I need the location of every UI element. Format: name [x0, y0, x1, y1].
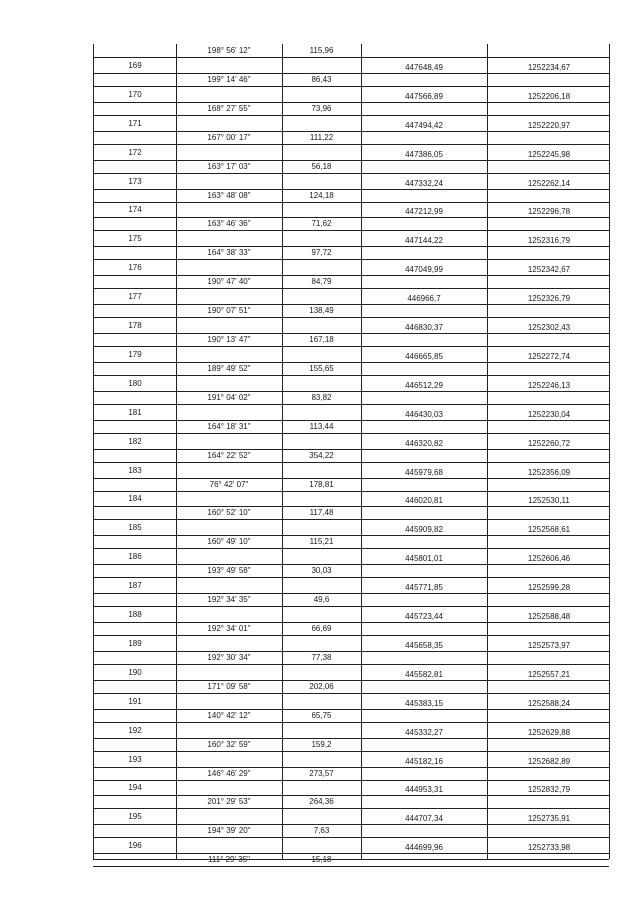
row-rule — [176, 202, 361, 203]
segment-distance: 49,6 — [313, 595, 330, 605]
segment-distance: 167,18 — [309, 335, 334, 344]
row-rule — [176, 346, 361, 347]
point-number: 196 — [128, 841, 142, 851]
bearing-angle: 163° 46' 36" — [207, 219, 251, 229]
bearing-angle: 111° 29' 35" — [208, 855, 250, 865]
row-rule — [93, 102, 609, 103]
row-rule — [361, 606, 609, 607]
segment-distance: 155,65 — [309, 363, 334, 373]
point-number: 193 — [128, 754, 142, 764]
row-rule — [361, 86, 609, 87]
coordinate-y: 1252246,13 — [527, 380, 571, 390]
point-number: 174 — [128, 205, 142, 215]
point-number: 173 — [128, 176, 142, 186]
row-rule — [93, 824, 609, 825]
row-rule — [361, 202, 609, 203]
segment-distance: 77,38 — [311, 652, 332, 662]
row-rule — [361, 317, 609, 318]
row-rule — [93, 738, 609, 739]
bearing-angle: 163° 17' 03" — [207, 161, 251, 171]
point-number: 195 — [128, 812, 142, 822]
row-rule — [176, 837, 361, 838]
segment-distance: 71,62 — [311, 219, 332, 229]
row-rule — [93, 462, 176, 463]
row-rule — [176, 144, 361, 145]
bearing-angle: 189° 49' 52" — [207, 363, 251, 373]
coordinate-y: 1252356,09 — [527, 467, 571, 477]
row-rule — [93, 808, 176, 809]
bearing-angle: 146° 46' 29" — [207, 768, 251, 778]
coordinate-y: 1252302,43 — [527, 323, 571, 332]
point-number: 171 — [128, 118, 142, 128]
point-number: 186 — [128, 552, 142, 562]
row-rule — [361, 173, 609, 174]
point-number: 190 — [128, 667, 142, 677]
row-rule — [176, 808, 361, 809]
row-rule — [361, 491, 609, 492]
row-rule — [93, 780, 176, 781]
row-rule — [93, 564, 609, 565]
bearing-angle: 192° 34' 35" — [207, 595, 251, 605]
bearing-angle: 168° 27' 55" — [207, 103, 251, 113]
segment-distance: 86,43 — [311, 74, 332, 84]
coordinate-y: 1252296,78 — [527, 207, 571, 217]
row-rule — [93, 288, 176, 289]
row-rule — [93, 866, 176, 867]
bearing-angle: 167° 00' 17" — [207, 132, 251, 142]
segment-distance: 273,57 — [309, 768, 334, 778]
row-rule — [176, 751, 361, 752]
row-rule — [93, 606, 176, 607]
segment-distance: 111,22 — [309, 132, 334, 142]
row-rule — [93, 722, 176, 723]
row-rule — [93, 73, 609, 74]
point-number: 169 — [128, 60, 142, 70]
row-rule — [93, 837, 176, 838]
row-rule — [93, 519, 176, 520]
row-rule — [361, 346, 609, 347]
segment-distance: 30,03 — [311, 566, 332, 576]
row-rule — [93, 420, 609, 421]
row-rule — [93, 217, 609, 218]
row-rule — [361, 837, 609, 838]
bearing-angle: 190° 47' 40" — [207, 277, 251, 287]
coordinate-y: 1252599,28 — [527, 583, 571, 593]
row-rule — [93, 333, 609, 334]
coordinate-x: 446430,03 — [405, 409, 443, 419]
coordinate-x: 446320,82 — [405, 438, 443, 448]
row-rule — [93, 160, 609, 161]
point-number: 194 — [128, 783, 142, 793]
coordinate-y: 1252326,79 — [527, 294, 571, 304]
coordinate-x: 446512,29 — [405, 380, 443, 390]
segment-distance: 264,36 — [309, 797, 334, 807]
segment-distance: 84,79 — [311, 277, 332, 287]
coordinate-x: 446665,85 — [405, 351, 443, 361]
coordinate-x: 445582,81 — [405, 669, 443, 679]
bearing-angle: 164° 22' 52" — [207, 450, 251, 460]
row-rule — [93, 391, 609, 392]
row-rule — [93, 635, 176, 636]
coordinate-x: 446830,37 — [405, 323, 443, 332]
segment-distance: 66,69 — [311, 624, 332, 633]
row-rule — [93, 173, 176, 174]
row-rule — [93, 751, 176, 752]
segment-distance: 83,82 — [311, 392, 332, 402]
row-rule — [93, 491, 176, 492]
row-rule — [176, 722, 361, 723]
coordinate-y: 1252557,21 — [527, 669, 571, 679]
segment-distance: 124,18 — [309, 190, 334, 200]
row-rule — [361, 635, 609, 636]
point-number: 184 — [128, 494, 142, 504]
bearing-angle: 192° 30' 34" — [207, 652, 251, 662]
row-rule — [93, 189, 609, 190]
segment-distance: 117,48 — [309, 508, 334, 518]
row-rule — [176, 577, 361, 578]
segment-distance: 73,96 — [311, 103, 332, 113]
coordinate-y: 1252568,61 — [527, 525, 571, 535]
segment-distance: 202,06 — [309, 681, 334, 691]
row-rule — [93, 86, 176, 87]
row-rule — [361, 722, 609, 723]
row-rule — [361, 144, 609, 145]
coordinate-y: 1252733,98 — [527, 843, 571, 853]
coordinate-x: 447144,22 — [405, 236, 443, 246]
row-rule — [176, 57, 361, 58]
point-number: 179 — [128, 349, 142, 359]
point-number: 181 — [128, 407, 142, 417]
point-number: 175 — [128, 234, 142, 244]
row-rule — [93, 651, 609, 652]
point-number: 170 — [128, 89, 142, 99]
row-rule — [93, 433, 176, 434]
point-number: 185 — [128, 523, 142, 533]
coordinate-x: 447648,49 — [405, 62, 443, 72]
bearing-angle: 190° 07' 51" — [207, 306, 251, 316]
bearing-angle: 201° 29' 53" — [207, 797, 251, 807]
point-number: 182 — [128, 436, 142, 446]
row-rule — [93, 275, 609, 276]
coordinate-x: 445658,35 — [405, 640, 443, 650]
row-rule — [176, 173, 361, 174]
coordinate-y: 1252260,72 — [527, 438, 571, 448]
row-rule — [93, 449, 609, 450]
row-rule — [93, 535, 609, 536]
coordinate-y: 1252573,97 — [527, 640, 571, 650]
segment-distance: 138,49 — [309, 306, 334, 316]
segment-distance: 15,18 — [311, 855, 332, 865]
bearing-angle: 192° 34' 01" — [207, 624, 251, 633]
row-rule — [176, 230, 361, 231]
row-rule — [361, 577, 609, 578]
row-rule — [176, 635, 361, 636]
segment-distance: 354,22 — [309, 450, 334, 460]
row-rule — [361, 548, 609, 549]
bearing-angle: 160° 49' 10" — [207, 537, 251, 547]
row-rule — [93, 795, 609, 796]
row-rule — [176, 548, 361, 549]
row-rule — [176, 317, 361, 318]
coordinate-y: 1252220,97 — [527, 120, 571, 130]
row-rule — [176, 86, 361, 87]
row-rule — [176, 780, 361, 781]
segment-distance: 159,2 — [311, 739, 332, 749]
row-rule — [361, 115, 609, 116]
point-number: 183 — [128, 465, 142, 475]
row-rule — [361, 57, 609, 58]
row-rule — [361, 780, 609, 781]
bearing-angle: 190° 13' 47" — [207, 335, 251, 344]
coordinate-y: 1252588,48 — [527, 612, 571, 621]
point-number: 172 — [128, 147, 142, 157]
point-number: 192 — [128, 725, 142, 735]
row-rule — [176, 693, 361, 694]
row-rule — [93, 144, 176, 145]
coordinate-x: 444953,31 — [405, 785, 443, 795]
row-rule — [176, 519, 361, 520]
row-rule — [176, 606, 361, 607]
bearing-angle: 194° 39' 20" — [207, 826, 251, 836]
bearing-angle: 199° 14' 46" — [207, 74, 251, 84]
coordinate-x: 445332,27 — [405, 727, 443, 737]
coordinate-y: 1252245,98 — [527, 149, 571, 159]
row-rule — [176, 288, 361, 289]
row-rule — [93, 680, 609, 681]
segment-distance: 178,81 — [309, 479, 334, 489]
row-rule — [176, 115, 361, 116]
bearing-angle: 164° 18' 31" — [207, 421, 251, 431]
row-rule — [176, 404, 361, 405]
row-rule — [93, 115, 176, 116]
coordinate-x: 445801,01 — [405, 554, 443, 564]
row-rule — [93, 131, 609, 132]
row-rule — [93, 593, 609, 594]
row-rule — [176, 491, 361, 492]
coordinate-y: 1252832,79 — [527, 785, 571, 795]
segment-distance: 115,96 — [309, 46, 334, 55]
row-rule — [176, 259, 361, 260]
row-rule — [93, 304, 609, 305]
row-rule — [361, 519, 609, 520]
point-number: 177 — [128, 292, 142, 302]
coordinate-x: 445182,16 — [405, 756, 443, 766]
coordinate-y: 1252272,74 — [527, 351, 571, 361]
row-rule — [93, 693, 176, 694]
coordinate-x: 446020,81 — [405, 496, 443, 506]
bearing-angle: 171° 09' 58" — [207, 681, 251, 691]
row-rule — [93, 859, 609, 860]
row-rule — [93, 506, 609, 507]
coordinate-x: 445723,44 — [405, 612, 443, 621]
point-number: 191 — [128, 696, 142, 706]
column-rule — [609, 44, 610, 859]
bearing-angle: 160° 32' 59" — [207, 739, 251, 749]
row-rule — [361, 462, 609, 463]
coordinate-x: 446966,7 — [407, 294, 441, 304]
row-rule — [361, 866, 609, 867]
coordinate-x: 447566,89 — [405, 91, 443, 101]
segment-distance: 65,75 — [311, 710, 332, 720]
coordinate-y: 1252206,18 — [527, 91, 571, 101]
row-rule — [93, 709, 609, 710]
bearing-angle: 163° 48' 08" — [207, 190, 251, 200]
row-rule — [93, 478, 609, 479]
point-number: 188 — [128, 610, 142, 619]
row-rule — [93, 375, 176, 376]
coordinate-y: 1252230,04 — [527, 409, 571, 419]
row-rule — [361, 404, 609, 405]
row-rule — [361, 808, 609, 809]
row-rule — [361, 259, 609, 260]
coordinate-x: 444707,34 — [405, 814, 443, 824]
row-rule — [93, 853, 609, 854]
bearing-angle: 160° 52' 10" — [207, 508, 251, 518]
point-number: 176 — [128, 263, 142, 273]
bearing-angle: 140° 42' 12" — [207, 710, 251, 720]
segment-distance: 113,44 — [309, 421, 334, 431]
row-rule — [93, 246, 609, 247]
row-rule — [361, 433, 609, 434]
coordinate-x: 447386,05 — [405, 149, 443, 159]
coordinate-y: 1252316,79 — [527, 236, 571, 246]
bearing-angle: 198° 56' 12" — [207, 46, 251, 55]
row-rule — [93, 317, 176, 318]
row-rule — [93, 57, 176, 58]
segment-distance: 115,21 — [309, 537, 334, 547]
row-rule — [361, 230, 609, 231]
coordinate-y: 1252735,91 — [527, 814, 571, 824]
coordinate-x: 445771,85 — [405, 583, 443, 593]
point-number: 187 — [128, 581, 142, 591]
point-number: 180 — [128, 378, 142, 388]
row-rule — [93, 346, 176, 347]
point-number: 178 — [128, 321, 142, 330]
coordinate-x: 447212,99 — [405, 207, 443, 217]
row-rule — [93, 202, 176, 203]
coordinate-y: 1252682,89 — [527, 756, 571, 766]
row-rule — [93, 548, 176, 549]
row-rule — [176, 462, 361, 463]
bearing-angle: 76° 42' 07" — [209, 479, 249, 489]
row-rule — [361, 375, 609, 376]
coordinate-y: 1252262,14 — [527, 178, 571, 188]
row-rule — [93, 767, 609, 768]
bearing-angle: 164° 38' 33" — [207, 248, 251, 258]
coordinate-y: 1252342,67 — [527, 265, 571, 275]
coordinate-x: 445383,15 — [405, 698, 443, 708]
coordinate-x: 447332,24 — [405, 178, 443, 188]
row-rule — [93, 577, 176, 578]
row-rule — [361, 693, 609, 694]
bearing-angle: 193° 49' 58" — [207, 566, 251, 576]
row-rule — [93, 230, 176, 231]
row-rule — [176, 866, 361, 867]
row-rule — [361, 751, 609, 752]
coordinate-x: 445979,68 — [405, 467, 443, 477]
row-rule — [93, 404, 176, 405]
row-rule — [176, 433, 361, 434]
point-number: 189 — [128, 638, 142, 648]
segment-distance: 56,18 — [311, 161, 332, 171]
row-rule — [361, 664, 609, 665]
segment-distance: 7,63 — [313, 826, 330, 836]
row-rule — [93, 259, 176, 260]
segment-distance: 97,72 — [311, 248, 332, 258]
coordinate-x: 447494,42 — [405, 120, 443, 130]
coordinate-y: 1252629,88 — [527, 727, 571, 737]
coordinate-y: 1252606,46 — [527, 554, 571, 564]
coordinate-x: 447049,99 — [405, 265, 443, 275]
coordinate-x: 445909,82 — [405, 525, 443, 535]
row-rule — [176, 375, 361, 376]
coordinate-y: 1252530,11 — [528, 496, 570, 506]
row-rule — [93, 622, 609, 623]
row-rule — [176, 664, 361, 665]
coordinate-x: 444699,96 — [405, 843, 443, 853]
row-rule — [93, 362, 609, 363]
row-rule — [361, 288, 609, 289]
bearing-angle: 191° 04' 02" — [207, 392, 251, 402]
coordinate-y: 1252588,24 — [527, 698, 571, 708]
coordinate-y: 1252234,67 — [527, 62, 571, 72]
row-rule — [93, 664, 176, 665]
